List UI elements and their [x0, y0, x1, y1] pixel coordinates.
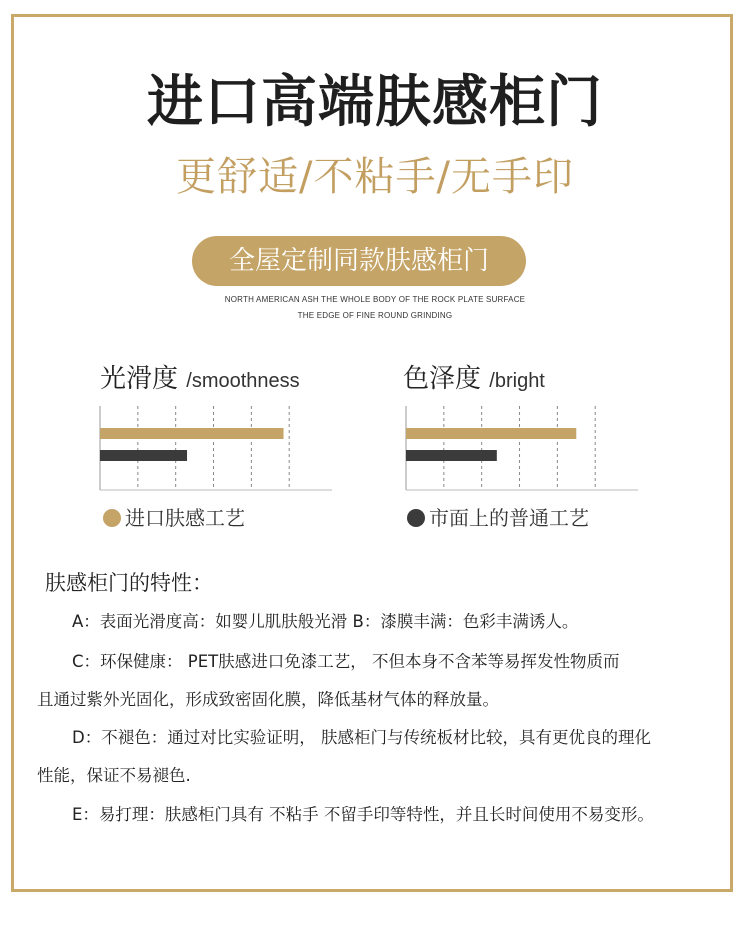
feature-d-line1: D：不褪色：通过对比实验证明， 肤感柜门与传统板材比较，具有更优良的理化 [72, 728, 651, 747]
feature-d-line2: 性能，保证不易褪色. [37, 766, 191, 785]
page-title: 进口高端肤感柜门 [147, 70, 603, 135]
bright-label-en: /bright [489, 370, 545, 392]
feature-e [37, 796, 727, 834]
feature-d [37, 719, 727, 795]
bar-market [100, 450, 187, 461]
legend-imported [103, 502, 245, 531]
legend-gold-dot [103, 509, 121, 527]
feature-c-line2: 且通过紫外光固化，形成致密固化膜，降低基材气体的释放量。 [37, 690, 499, 709]
bright-chart [406, 406, 641, 490]
smoothness-chart [100, 406, 335, 490]
feature-a-b-text: A：表面光滑度高：如婴儿肌肤般光滑 B：漆膜丰满：色彩丰满诱人。 [72, 612, 579, 631]
english-line-2: THE EDGE OF FINE ROUND GRINDING [297, 311, 453, 320]
feature-a-b [37, 603, 727, 641]
legend-dark-dot [407, 509, 425, 527]
legend-market [407, 502, 589, 531]
bar-imported [406, 428, 576, 439]
legend-market-label: 市面上的普通工艺 [429, 506, 589, 530]
bright-chart-heading [403, 358, 545, 395]
page-subtitle: 更舒适/不粘手/无手印 [176, 154, 574, 200]
features-heading: 肤感柜门的特性： [45, 571, 213, 595]
smoothness-label-en: /smoothness [186, 370, 300, 392]
bar-market [406, 450, 497, 461]
feature-c [37, 643, 727, 719]
english-line-1: NORTH AMERICAN ASH THE WHOLE BODY OF THE ROCK PLATE SURFACE [224, 295, 526, 304]
feature-c-line1: C：环保健康： PET肤感进口免漆工艺， 不但本身不含苯等易挥发性物质而 [72, 652, 620, 671]
legend-imported-label: 进口肤感工艺 [125, 506, 245, 530]
smoothness-chart-heading [100, 358, 300, 395]
bright-label-cn: 色泽度 [403, 364, 482, 394]
smoothness-label-cn: 光滑度 [100, 364, 179, 394]
bar-imported [100, 428, 284, 439]
feature-e-text: E：易打理：肤感柜门具有 不粘手 不留手印等特性，并且长时间使用不易变形。 [72, 805, 654, 824]
badge-pill: 全屋定制同款肤感柜门 [192, 236, 526, 286]
